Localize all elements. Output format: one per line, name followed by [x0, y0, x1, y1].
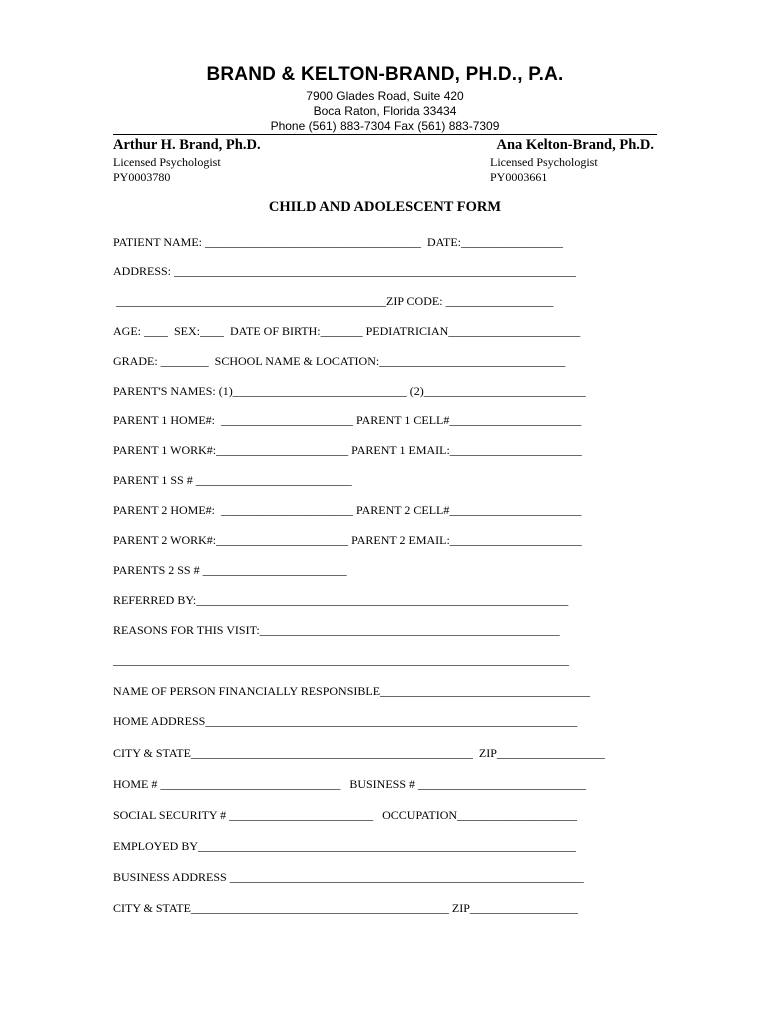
- parent-1-home-cell-field[interactable]: PARENT 1 HOME#: ______________________ PARENT 1 CELL#______________________: [113, 413, 582, 427]
- home-business-phone-field[interactable]: HOME # ______________________________ BUSINESS # ____________________________: [113, 777, 587, 791]
- home-address-field[interactable]: HOME ADDRESS______________________________________________________________: [113, 714, 578, 728]
- age-sex-dob-pediatrician-field[interactable]: AGE: ____ SEX:____ DATE OF BIRTH:_______ PEDIATRICIAN______________________: [113, 324, 581, 338]
- grade-school-field[interactable]: GRADE: ________ SCHOOL NAME & LOCATION:_______________________________: [113, 354, 566, 368]
- right-doctor-name: Ana Kelton-Brand, Ph.D.: [496, 137, 654, 153]
- header-divider: [113, 134, 657, 135]
- reasons-continuation-field[interactable]: ____________________________________________________________________________: [113, 653, 569, 667]
- parents-names-field[interactable]: PARENT'S NAMES: (1)_____________________________ (2)___________________________: [113, 384, 586, 398]
- left-doctor-license: PY0003780: [113, 170, 171, 184]
- address-field[interactable]: ADDRESS: ___________________________________________________________________: [113, 264, 577, 278]
- city-state-zip-field[interactable]: CITY & STATE_______________________________________________ ZIP__________________: [113, 746, 605, 760]
- firm-address-line-2: Boca Raton, Florida 33434: [313, 104, 457, 118]
- right-doctor-license: PY0003661: [490, 170, 548, 184]
- business-city-state-zip-field[interactable]: CITY & STATE___________________________________________ ZIP__________________: [113, 901, 578, 915]
- referred-by-field[interactable]: REFERRED BY:______________________________________________________________: [113, 593, 569, 607]
- reasons-for-visit-field[interactable]: REASONS FOR THIS VISIT:__________________________________________________: [113, 623, 560, 637]
- ssn-occupation-field[interactable]: SOCIAL SECURITY # ________________________ OCCUPATION____________________: [113, 808, 578, 822]
- business-address-field[interactable]: BUSINESS ADDRESS ___________________________________________________________: [113, 870, 584, 884]
- firm-name: BRAND & KELTON-BRAND, PH.D., P.A.: [206, 64, 564, 85]
- patient-name-date-field[interactable]: PATIENT NAME: ____________________________________ DATE:_________________: [113, 235, 564, 249]
- zip-code-field[interactable]: _____________________________________________ZIP CODE: __________________: [113, 294, 554, 308]
- left-doctor-name: Arthur H. Brand, Ph.D.: [113, 137, 261, 153]
- parent-2-work-email-field[interactable]: PARENT 2 WORK#:______________________ PARENT 2 EMAIL:______________________: [113, 533, 582, 547]
- parent-2-home-cell-field[interactable]: PARENT 2 HOME#: ______________________ PARENT 2 CELL#______________________: [113, 503, 582, 517]
- firm-address-line-1: 7900 Glades Road, Suite 420: [306, 89, 464, 103]
- financially-responsible-field[interactable]: NAME OF PERSON FINANCIALLY RESPONSIBLE___________________________________: [113, 684, 591, 698]
- employed-by-field[interactable]: EMPLOYED BY_______________________________________________________________: [113, 839, 577, 853]
- parent-1-work-email-field[interactable]: PARENT 1 WORK#:______________________ PARENT 1 EMAIL:______________________: [113, 443, 582, 457]
- form-title: CHILD AND ADOLESCENT FORM: [268, 199, 502, 215]
- firm-phone-fax: Phone (561) 883-7304 Fax (561) 883-7309: [270, 119, 500, 133]
- left-doctor-title: Licensed Psychologist: [113, 155, 221, 169]
- parent-1-ss-field[interactable]: PARENT 1 SS # __________________________: [113, 473, 352, 487]
- right-doctor-title: Licensed Psychologist: [490, 155, 598, 169]
- parent-2-ss-field[interactable]: PARENTS 2 SS # ________________________: [113, 563, 347, 577]
